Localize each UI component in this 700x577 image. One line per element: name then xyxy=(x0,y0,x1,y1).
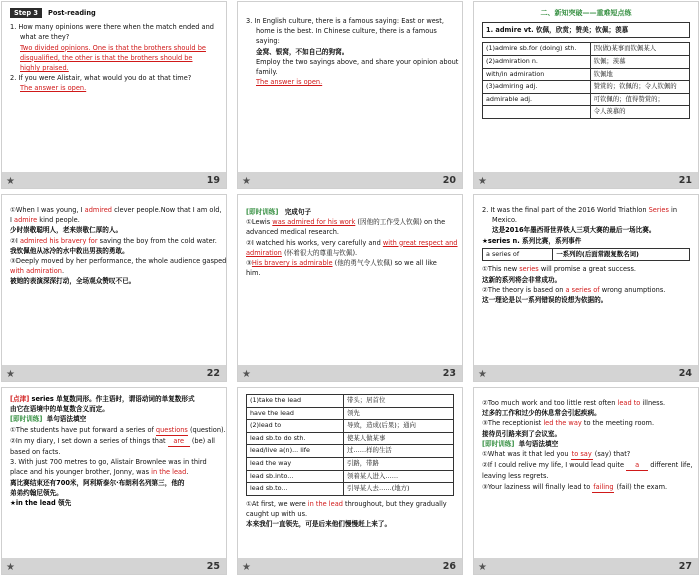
text: ③Your laziness will finally lead to xyxy=(482,482,593,491)
table-cell: 钦佩；羡慕 xyxy=(590,56,689,69)
table-cell: a series of xyxy=(483,248,553,261)
table-cell: 带头；居首位 xyxy=(344,395,454,408)
item-3-cont: him. xyxy=(246,269,261,278)
table-cell: 领先 xyxy=(344,407,454,420)
slide-content xyxy=(474,2,698,172)
example-2 xyxy=(10,236,218,246)
highlight: Series xyxy=(648,206,669,214)
slide-27[interactable] xyxy=(473,387,699,575)
text: in xyxy=(668,206,677,214)
table-row xyxy=(483,106,690,119)
question-2: 2. If you were Alistair, what would you do at that time? xyxy=(10,74,192,83)
table-cell: (2)admiration n. xyxy=(483,56,591,69)
star-icon[interactable]: ★ xyxy=(6,176,15,187)
sentence-cont xyxy=(10,467,218,477)
translation: 接待员引路来到了会议室。 xyxy=(482,429,562,438)
highlight: admired his bravery for xyxy=(19,236,98,245)
vocab-note: ★series n. 系列比赛，系列事件 xyxy=(482,236,582,245)
text: ②In my diary, I set down a series of things that xyxy=(10,436,168,445)
translation: 这一理论是以一系列错误的设想为依据的。 xyxy=(482,296,608,305)
text: (怀着很大的尊重与钦佩). xyxy=(281,248,358,257)
slide-content xyxy=(2,388,226,558)
page-number: 26 xyxy=(442,561,456,572)
table-cell: with/in admiration xyxy=(483,68,591,81)
item-1-cont: advanced medical research. xyxy=(246,228,340,237)
slide-content xyxy=(474,195,698,365)
text: . xyxy=(186,468,189,477)
text-line: saying: xyxy=(256,37,280,46)
table-row xyxy=(483,43,690,56)
question-1: 1. How many opinions were there when the match ended and xyxy=(10,23,214,32)
star-icon[interactable]: ★ xyxy=(242,369,251,380)
translation: 少时崇敬聪明人，老来崇敬仁厚的人。 xyxy=(10,226,123,235)
translation: 这新的系列将会非常成功。 xyxy=(482,275,562,284)
table-cell: lead the way xyxy=(247,457,344,470)
text: (fail) the exam. xyxy=(614,482,668,491)
table-cell: 引导某人去……(地方) xyxy=(344,483,454,496)
table-cell: lead sb.to do sth. xyxy=(247,432,344,445)
exercise-title: 完成句子 xyxy=(284,208,312,216)
text: place and his younger brother, Jonny, was xyxy=(10,468,152,477)
text: kind people. xyxy=(37,216,80,225)
chinese-saying: 金窝、银窝，不如自己的狗窝。 xyxy=(256,47,349,56)
table-cell: lead/live a(n)... life xyxy=(247,445,344,458)
star-icon[interactable]: ★ xyxy=(478,562,487,573)
star-icon[interactable]: ★ xyxy=(478,176,487,187)
star-icon[interactable]: ★ xyxy=(242,176,251,187)
table-row xyxy=(247,407,454,420)
translation: 我钦佩他从冰冷的水中救出男孩的勇敢。 xyxy=(10,246,129,255)
table-cell xyxy=(483,106,591,119)
text: (question). xyxy=(187,425,226,434)
exercise-heading xyxy=(246,207,454,217)
text: (be) all xyxy=(189,436,216,445)
table-cell: 导致，造成(后果)；通向 xyxy=(344,420,454,433)
section-title: 二、新知突破——重难短点练 xyxy=(540,9,632,17)
text: 2. It was the final part of the 2016 World Triathlon xyxy=(482,206,649,214)
slide-25[interactable] xyxy=(1,387,227,575)
answer-blank[interactable]: to say xyxy=(571,449,593,460)
text: I xyxy=(10,216,15,225)
slide-23[interactable] xyxy=(237,194,463,382)
table-row xyxy=(483,93,690,106)
star-icon[interactable]: ★ xyxy=(6,369,15,380)
exercise-title: 单句语法填空 xyxy=(518,439,559,448)
slide-26[interactable] xyxy=(237,387,463,575)
example-2 xyxy=(482,398,690,408)
slide-footer xyxy=(238,172,462,188)
slide-footer xyxy=(2,365,226,381)
text-line: 3. In English culture, there is a famous saying: East or west, xyxy=(246,17,444,25)
table-cell: 引路，带路 xyxy=(344,457,454,470)
slide-content xyxy=(238,195,462,365)
exercise-heading xyxy=(482,439,690,449)
item-2-cont: based on facts. xyxy=(10,448,61,457)
page-number: 19 xyxy=(206,175,220,186)
slide-24[interactable] xyxy=(473,194,699,382)
highlight: series xyxy=(519,265,539,274)
table-row xyxy=(483,56,690,69)
item-2 xyxy=(246,238,458,248)
table-row xyxy=(247,470,454,483)
item-2 xyxy=(482,460,693,471)
text: ②The theory is based on xyxy=(482,285,566,294)
slide-footer xyxy=(474,365,698,381)
text: ①What was it that led you xyxy=(482,450,571,459)
example-1-cont: caught up with us. xyxy=(246,509,308,518)
exercise-tag: [即时训练] xyxy=(246,208,279,216)
text: ②I watched his works, very carefully and xyxy=(246,238,383,247)
exercise-tag: [即时训练] xyxy=(482,439,515,448)
page-number: 27 xyxy=(678,561,692,572)
item-3 xyxy=(246,258,454,268)
table-cell: 赞赏的；钦佩的；令人钦佩的 xyxy=(590,81,689,94)
exercise-tag: [即时训练] xyxy=(10,415,43,424)
table-cell: have the lead xyxy=(247,407,344,420)
translation: 本来我们一直领先，可是后来他们慢慢赶上来了。 xyxy=(246,520,392,529)
example-3: ③Deeply moved by her performance, the whole audience gasped xyxy=(10,257,226,266)
tip-note-cont: 由它在语境中的单复数含义而定。 xyxy=(10,405,109,414)
text: ①The students have put forward a series of xyxy=(10,425,156,434)
slide-footer xyxy=(474,172,698,188)
text: wrong anumptions. xyxy=(599,285,666,294)
translation: 被她的表演深深打动，全场观众赞叹不已。 xyxy=(10,277,136,286)
text-line: home is the best. In Chinese culture, there is a famous xyxy=(256,27,437,36)
page-number: 25 xyxy=(206,561,220,572)
table-row xyxy=(247,483,454,496)
word-heading: 1. admire vt. 钦佩，欣赏；赞美；钦佩；羡慕 xyxy=(482,22,690,38)
page-number: 22 xyxy=(206,368,220,379)
text: ①At first, we were xyxy=(246,499,308,508)
item-1 xyxy=(10,425,226,436)
star-icon[interactable]: ★ xyxy=(6,562,15,573)
item-1 xyxy=(246,217,454,227)
star-icon[interactable]: ★ xyxy=(478,369,487,380)
exercise-title: 单句语法填空 xyxy=(46,415,87,424)
text: ①This new xyxy=(482,265,520,274)
translation: 过多的工作和过少的休息常会引起疾病。 xyxy=(482,409,601,418)
text-line: family. xyxy=(256,68,278,77)
table-row xyxy=(483,81,690,94)
table-cell: 过……样的生活 xyxy=(344,445,454,458)
slide-footer xyxy=(238,558,462,574)
table-cell: lead sb.into... xyxy=(247,470,344,483)
table-row xyxy=(483,248,690,261)
text: throughout, but they gradually xyxy=(342,499,447,508)
text: saving the boy from the cold water. xyxy=(97,236,217,245)
highlight: admire xyxy=(14,216,38,225)
text-line: Employ the two sayings above, and share your opinion about xyxy=(256,57,459,66)
slide-content xyxy=(238,2,462,172)
text: illness. xyxy=(640,399,666,407)
page-number: 23 xyxy=(442,368,456,379)
text: different life, xyxy=(648,461,693,470)
translation: 离比赛结束还有700米，阿利斯泰尔·布朗利名列第三，他的 xyxy=(10,478,185,487)
table-cell: 领着某人进入…… xyxy=(344,470,454,483)
table-cell: 钦佩地 xyxy=(590,68,689,81)
highlight: led the way xyxy=(543,419,582,428)
exercise-heading xyxy=(10,414,218,424)
phrase-box xyxy=(482,248,690,262)
answer-blank[interactable]: questions xyxy=(156,425,188,436)
sentence: 3. With just 700 metres to go, Alistair Brownlee was in third xyxy=(10,458,207,467)
star-icon[interactable]: ★ xyxy=(242,562,251,573)
item-3 xyxy=(482,482,690,493)
text: ③ xyxy=(246,259,252,268)
highlight: in the lead xyxy=(151,468,187,477)
highlight: with admiration xyxy=(10,267,62,276)
page-number: 24 xyxy=(678,368,692,379)
table-cell: admirable adj. xyxy=(483,93,591,106)
table-cell: (2)lead to xyxy=(247,420,344,433)
table-cell: 因(做)某事而钦佩某人 xyxy=(590,43,689,56)
text: ③The receptionist xyxy=(482,419,544,428)
highlight: in the lead xyxy=(307,499,343,508)
text: (他的勇气令人钦佩) so we all like xyxy=(332,259,437,268)
answer-blank[interactable]: are xyxy=(168,436,190,447)
example-2 xyxy=(482,285,690,295)
slide-footer xyxy=(238,365,462,381)
text: ①When I was young, I xyxy=(10,206,85,214)
slide-footer xyxy=(2,172,226,188)
highlight: a series of xyxy=(565,285,600,294)
example-1 xyxy=(482,264,690,274)
item-2-cont: leaving less regrets. xyxy=(482,472,549,481)
example-3-cont xyxy=(10,266,218,276)
section-title: Post-reading xyxy=(47,9,96,17)
slide-footer xyxy=(474,558,698,574)
answer-2: The answer is open. xyxy=(20,84,87,93)
slide-20[interactable] xyxy=(237,1,463,189)
tip-tag: [点津] xyxy=(10,395,30,403)
answer: The answer is open. xyxy=(256,78,323,87)
slide-content xyxy=(2,195,226,365)
text: (say) that? xyxy=(592,450,631,459)
translation-cont: 弟弟约翰尼领先。 xyxy=(10,488,63,497)
table-row xyxy=(483,68,690,81)
text: clever people.Now that I am old, xyxy=(111,206,222,214)
slide-footer xyxy=(2,558,226,574)
text: will promise a great success. xyxy=(538,265,637,274)
slide-22[interactable] xyxy=(1,194,227,382)
text: series 单复数同形。作主语时，谓语动词的单复数形式 xyxy=(29,395,195,403)
table-cell: 令人羡慕的 xyxy=(590,106,689,119)
table-row xyxy=(247,445,454,458)
vocab-table xyxy=(482,42,690,119)
text: (因他的工作受人钦佩) on the xyxy=(355,218,446,227)
example-1 xyxy=(10,205,222,215)
answer: was admired for his work xyxy=(272,218,356,227)
text: to the meeting room. xyxy=(581,419,655,428)
page-number: 21 xyxy=(678,175,692,186)
table-cell: (1)admire sb.for (doing) sth. xyxy=(483,43,591,56)
example-3 xyxy=(482,418,690,428)
item-1 xyxy=(482,449,690,460)
text: . xyxy=(61,267,65,276)
question-1-cont: what are they? xyxy=(20,33,70,42)
slide-19[interactable] xyxy=(1,1,227,189)
text: ②I xyxy=(10,236,20,245)
text: ②Too much work and too little rest often xyxy=(482,399,618,407)
highlight: lead to xyxy=(617,399,641,407)
answer-blank[interactable]: failing xyxy=(592,482,614,493)
step-badge: Step 3 xyxy=(10,8,42,18)
table-cell: (3)admiring adj. xyxy=(483,81,591,94)
table-cell: lead sb.to... xyxy=(247,483,344,496)
table-cell: 使某人做某事 xyxy=(344,432,454,445)
answer: His bravery is admirable xyxy=(251,259,333,268)
table-row xyxy=(247,457,454,470)
page-number: 20 xyxy=(442,175,456,186)
answer: admiration xyxy=(246,248,282,257)
text: ①Lewis xyxy=(246,218,273,227)
translation: 这是2016年墨西哥世界铁人三项大赛的最后一场比赛。 xyxy=(492,226,656,235)
example-1-cont xyxy=(10,215,218,225)
slide-21[interactable] xyxy=(473,1,699,189)
slide-content xyxy=(2,2,226,172)
answer-blank[interactable]: a xyxy=(626,460,648,471)
item-2 xyxy=(10,436,218,447)
vocab-note: ★in the lead 领先 xyxy=(10,499,72,508)
answer-1-end: highly praised. xyxy=(20,64,69,73)
item-2-cont xyxy=(246,248,454,258)
phrase-table xyxy=(246,394,454,496)
sentence xyxy=(482,205,690,215)
slide-content xyxy=(474,388,698,558)
tip-note xyxy=(10,394,218,404)
table-cell: (1)take the lead xyxy=(247,395,344,408)
answer-1: Two divided opinions. One is that the brothers should be xyxy=(20,43,206,52)
example-1 xyxy=(246,499,454,509)
table-row xyxy=(247,432,454,445)
highlight: admired xyxy=(84,206,112,214)
answer: with great respect and xyxy=(382,238,458,247)
table-cell: 可钦佩的；值得赞赏的； xyxy=(590,93,689,106)
table-cell: 一系列的(后面常跟复数名词) xyxy=(553,248,690,261)
table-row xyxy=(247,395,454,408)
slide-content xyxy=(238,388,462,558)
answer-1-cont: disqualified, the other is that the brothers should be xyxy=(20,53,193,62)
table-row xyxy=(247,420,454,433)
sentence-cont: Mexico. xyxy=(492,216,518,225)
text: ②If I could relive my life, I would lead quite xyxy=(482,461,627,470)
